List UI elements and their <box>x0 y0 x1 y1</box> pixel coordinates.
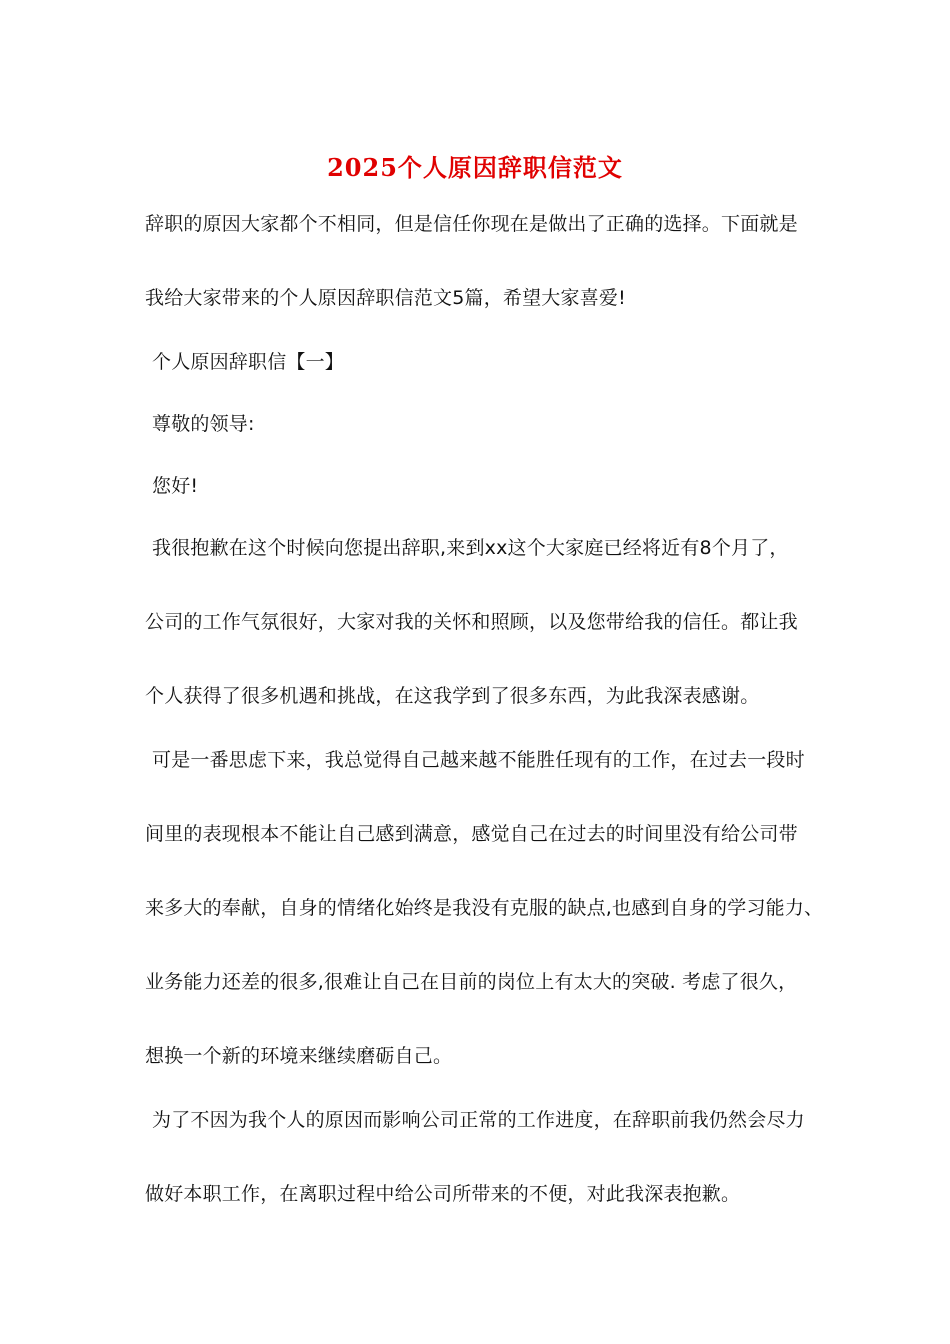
paragraph-line: 辞职的原因大家都个不相同，但是信任你现在是做出了正确的选择。下面就是 <box>145 213 798 235</box>
paragraph-line: 可是一番思虑下来，我总觉得自己越来越不能胜任现有的工作，在过去一段时 <box>152 749 805 771</box>
paragraph-line: 想换一个新的环境来继续磨砺自己。 <box>145 1045 453 1067</box>
paragraph-line: 为了不因为我个人的原因而影响公司正常的工作进度，在辞职前我仍然会尽力 <box>152 1109 805 1131</box>
paragraph-line: 我很抱歉在这个时候向您提出辞职,来到xx这个大家庭已经将近有8个月了， <box>152 537 789 559</box>
greeting: 您好! <box>152 475 199 497</box>
paragraph-line: 间里的表现根本不能让自己感到满意，感觉自己在过去的时间里没有给公司带 <box>145 823 798 845</box>
paragraph-line: 个人获得了很多机遇和挑战，在这我学到了很多东西，为此我深表感谢。 <box>145 685 760 707</box>
salutation: 尊敬的领导: <box>152 413 255 435</box>
paragraph-line: 做好本职工作，在离职过程中给公司所带来的不便，对此我深表抱歉。 <box>145 1183 741 1205</box>
paragraph-line: 我给大家带来的个人原因辞职信范文5篇，希望大家喜爱! <box>145 287 626 309</box>
paragraph-line: 业务能力还差的很多,很难让自己在目前的岗位上有太大的突破. 考虑了很久， <box>145 971 798 993</box>
paragraph-line: 来多大的奉献，自身的情绪化始终是我没有克服的缺点,也感到自身的学习能力、 <box>145 897 824 919</box>
paragraph-line: 公司的工作气氛很好，大家对我的关怀和照顾，以及您带给我的信任。都让我 <box>145 611 798 633</box>
document-title: 2025个人原因辞职信范文 <box>327 153 623 182</box>
section-heading: 个人原因辞职信【一】 <box>152 351 345 373</box>
